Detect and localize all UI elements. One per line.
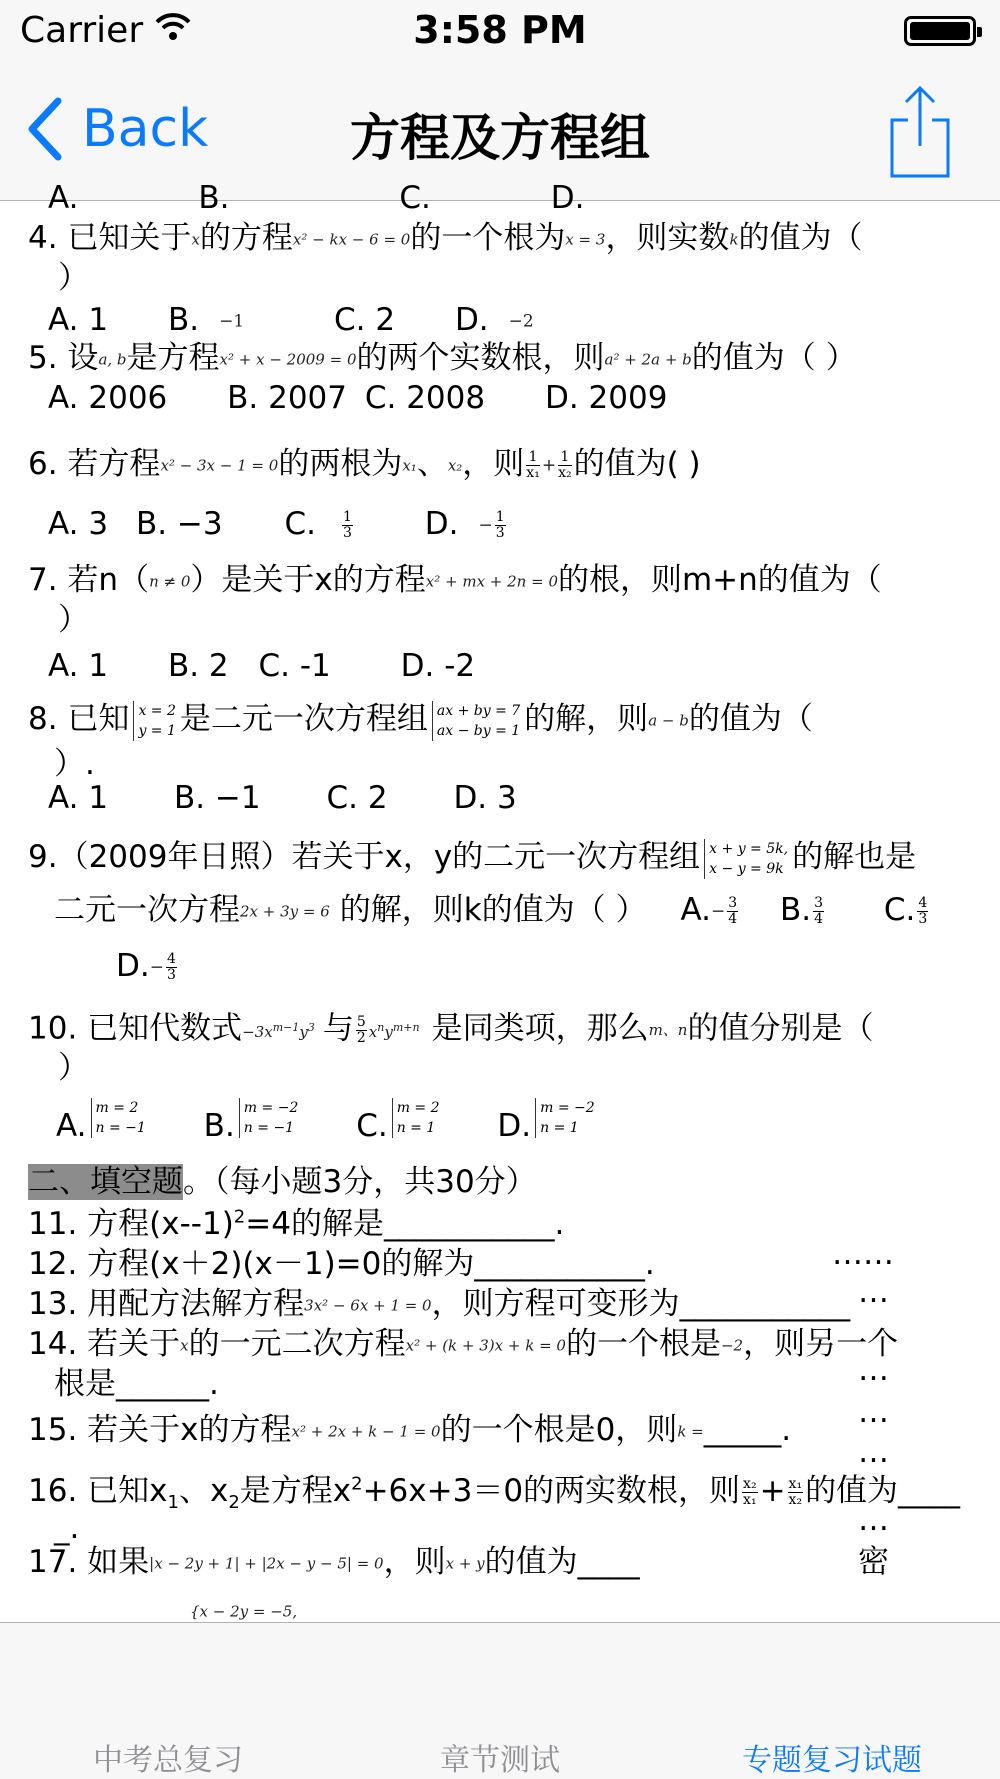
- option-a: A.: [56, 1108, 87, 1144]
- option-c: C. 2: [326, 780, 388, 816]
- question-16-line-2: _.: [54, 1510, 80, 1546]
- variable: x₂: [447, 456, 463, 475]
- equation-system: m = 2 n = 1: [392, 1098, 440, 1138]
- question-text: ，则另一个: [743, 1326, 899, 1362]
- option-c: C. 2: [334, 302, 396, 338]
- question-6: 6. 若方程x² − 3x − 1 = 0的两根为x₁、x₂，则 $\frac{1}{\text{x₁}}$ + $\frac{1}{\text{x₂}}$ 的值为( ): [28, 446, 701, 482]
- question-9-option-d: D.− $\frac{4}{3}$: [116, 948, 176, 984]
- question-15: [28, 1410, 791, 1452]
- tab-topic-review[interactable]: 专题复习试题: [742, 1743, 922, 1778]
- option-b: B.: [780, 892, 812, 928]
- option-c: C.: [356, 1108, 388, 1144]
- fraction: $\frac{1}{3}$: [343, 509, 352, 541]
- option-label: C.: [399, 180, 431, 216]
- question-text: _____.: [703, 1412, 792, 1448]
- fraction: $\frac{3}{4}$: [814, 895, 824, 927]
- question-text: 10. 已知代数式: [28, 1010, 243, 1047]
- question-text: 的根，则m+n的值为（: [557, 562, 882, 598]
- question-text: 12. 方程(x＋2)(x－1)=0的解为___________.: [28, 1246, 655, 1282]
- variable: x: [180, 1336, 189, 1355]
- status-time: 3:58 PM: [413, 8, 587, 52]
- margin-seal-text: 密: [858, 1544, 889, 1580]
- margin-dots: ……: [832, 1236, 894, 1272]
- back-label: Back: [82, 99, 209, 159]
- equation-system: m = 2 n = −1: [91, 1098, 146, 1138]
- question-4-close: ）: [58, 260, 89, 296]
- option-c: C. -1: [258, 648, 331, 684]
- option-label: B.: [198, 180, 230, 216]
- variable: a, b: [98, 350, 127, 369]
- margin-dots: …: [858, 1502, 889, 1538]
- equation: $-3x^{m-1}y^3$: [242, 1021, 315, 1041]
- equation: a − b: [648, 711, 689, 730]
- option-a: A. 1: [48, 302, 109, 338]
- question-text: 、: [416, 446, 448, 482]
- fraction: $\frac{5}{2}$: [356, 1013, 366, 1046]
- variable: m、n: [648, 1021, 688, 1039]
- option-d: D. -2: [400, 648, 476, 684]
- question-13: [28, 1284, 850, 1326]
- status-bar: [0, 0, 1000, 64]
- question-text: 的值为（: [738, 220, 863, 256]
- subscript: 2: [228, 1492, 240, 1514]
- equation-system: x + y = 5k, x − y = 9k: [704, 839, 788, 879]
- question-text: 的值为____: [805, 1473, 961, 1509]
- equation: x² + x − 2009 = 0: [219, 350, 357, 369]
- option-d: D.: [454, 302, 489, 338]
- variable: k =: [677, 1422, 704, 1441]
- equation: |x − 2y + 1| + |2x − y − 5| = 0: [149, 1554, 384, 1573]
- question-text: 的解也是: [792, 839, 917, 875]
- question-text: 的解，则k的值为（ ）: [339, 892, 647, 928]
- question-10: [28, 1008, 873, 1052]
- question-text: 15. 若关于x的方程: [28, 1412, 292, 1448]
- fraction: $\frac{1}{3}$: [495, 509, 505, 541]
- question-7-close: ）: [58, 602, 89, 638]
- question-text: 、x: [178, 1473, 229, 1509]
- equation: x = 3: [565, 230, 606, 249]
- question-text: ）是关于x的方程: [190, 562, 426, 598]
- question-8-close: ）.: [54, 746, 95, 782]
- equation: 3x² − 6x + 1 = 0: [304, 1296, 432, 1315]
- variable: x: [191, 230, 200, 249]
- question-text: 的值分别是（: [687, 1010, 874, 1047]
- question-4-options: [48, 300, 534, 342]
- question-text: 7. 若n（: [28, 562, 150, 598]
- question-text: 13. 用配方法解方程: [28, 1286, 305, 1322]
- equation-system: ax + by = 7 ax − by = 1: [432, 701, 520, 741]
- question-text: 是二元一次方程组: [179, 701, 428, 737]
- question-5: [28, 338, 857, 380]
- option-a: A. 2006: [48, 380, 168, 416]
- question-8: [28, 694, 813, 746]
- question-text: 的一个根是: [565, 1326, 721, 1362]
- document-content: [0, 180, 1000, 1622]
- option-b: B.: [167, 302, 200, 338]
- question-text: 的一个根为: [410, 220, 566, 256]
- variable: k: [729, 230, 739, 249]
- question-text: 8. 已知: [28, 701, 130, 737]
- question-text: 6. 若方程: [28, 446, 161, 482]
- fraction: $\frac{\text{x₁}}{\text{x₂}}$: [788, 1476, 803, 1508]
- question-text: 的值为( ): [573, 446, 701, 482]
- highlighted-text: 二、填空题: [28, 1164, 183, 1200]
- subscript: 1: [167, 1492, 179, 1514]
- question-text: 17. 如果: [28, 1544, 150, 1580]
- cut-off-options: [48, 178, 584, 218]
- share-icon[interactable]: [888, 84, 952, 184]
- question-10-options: [56, 1098, 599, 1154]
- fraction: $\frac{\text{x₂}}{\text{x₁}}$: [743, 1476, 757, 1508]
- option-a: A.: [680, 892, 711, 928]
- margin-dots: …: [858, 1434, 889, 1470]
- section-text: 。（每小题3分，共30分）: [183, 1164, 537, 1200]
- question-18-cut: {x − 2y = −5,: [190, 1602, 298, 1621]
- question-10-close: ）: [58, 1050, 89, 1086]
- question-11: [28, 1204, 564, 1244]
- option-value: −2: [508, 311, 534, 332]
- option-b: B. 2007: [227, 380, 347, 416]
- option-c: C.: [883, 892, 916, 928]
- margin-dots: …: [858, 1394, 889, 1430]
- question-text: 是同类项，那么: [431, 1010, 649, 1047]
- option-b: B. −3: [135, 506, 223, 542]
- question-7: [28, 560, 882, 602]
- option-d: D. 2009: [544, 380, 668, 416]
- question-text: 11. 方程(x--1): [28, 1206, 234, 1242]
- equation: −2: [720, 1336, 744, 1355]
- question-text: 9.（2009年日照）若关于x，y的二元一次方程组: [28, 839, 701, 875]
- question-5-options: [48, 378, 667, 418]
- question-12: [28, 1244, 655, 1284]
- option-b: B.: [203, 1108, 235, 1144]
- tab-chapter-test[interactable]: 章节测试: [440, 1743, 560, 1778]
- tab-bar: [0, 1622, 1000, 1779]
- variable: x₁: [402, 456, 417, 475]
- question-text: 的一个根是0，则: [440, 1412, 678, 1448]
- option-a: A. 3: [48, 506, 109, 542]
- fraction: $\frac{3}{4}$: [728, 895, 738, 927]
- question-text: ，则: [383, 1544, 446, 1580]
- question-7-options: [48, 646, 475, 686]
- equation-system: m = −2 n = −1: [239, 1098, 299, 1138]
- option-label: A.: [48, 180, 79, 216]
- fraction: $\frac{1}{\text{x₂}}$: [558, 449, 572, 481]
- section-heading-fill-in: [28, 1162, 537, 1202]
- margin-dots: …: [858, 1274, 889, 1310]
- equation: x² + mx + 2n = 0: [425, 572, 558, 591]
- question-text: 的值为____: [484, 1544, 640, 1580]
- question-text: 5. 设: [28, 340, 99, 376]
- option-c: C.: [284, 506, 316, 542]
- question-text: 的两根为: [278, 446, 403, 482]
- variable: x + y: [445, 1554, 485, 1573]
- equation: x² + (k + 3)x + k = 0: [405, 1336, 566, 1355]
- option-c: C. 2008: [364, 380, 486, 416]
- question-text: ，则实数: [605, 220, 730, 256]
- battery-icon: [904, 16, 976, 46]
- carrier-label: Carrier: [20, 10, 144, 51]
- question-text: 16. 已知x: [28, 1473, 168, 1509]
- question-14-line-2: 根是______.: [54, 1366, 219, 1402]
- question-17: [28, 1542, 640, 1584]
- question-text: 的两个实数根，则: [356, 340, 605, 376]
- tab-exam-review[interactable]: 中考总复习: [93, 1743, 243, 1778]
- superscript: 2: [233, 1206, 246, 1228]
- question-text: 与: [322, 1010, 354, 1047]
- question-text: 14. 若关于: [28, 1326, 181, 1362]
- equation: a² + 2a + b: [604, 350, 692, 369]
- equation: $x^ny^{m+n}$: [368, 1021, 420, 1041]
- question-text: 的一元二次方程: [188, 1326, 406, 1362]
- fraction: $\frac{1}{\text{x₁}}$: [526, 449, 540, 481]
- option-a: A. 1: [48, 648, 109, 684]
- question-9: [28, 832, 916, 882]
- option-d: D.: [424, 506, 459, 542]
- question-text: ，则方程可变形为___________: [431, 1286, 851, 1322]
- question-text: 是方程x: [239, 1473, 352, 1509]
- option-label: D.: [550, 180, 585, 216]
- option-d: D.: [116, 948, 150, 984]
- question-14: [28, 1324, 898, 1366]
- fraction: $\frac{4}{3}$: [166, 951, 176, 983]
- option-b: B. −1: [173, 780, 261, 816]
- equation: x² − kx − 6 = 0: [292, 230, 411, 249]
- question-text: +6x+3＝0的两实数根，则: [362, 1473, 741, 1509]
- option-d: D.: [497, 1108, 532, 1144]
- superscript: 2: [351, 1473, 363, 1495]
- question-text: 是方程: [126, 340, 220, 376]
- equation: n ≠ 0: [149, 572, 191, 591]
- equation-system: m = −2 n = 1: [535, 1098, 595, 1138]
- page-title: 方程及方程组: [350, 109, 650, 167]
- question-text: 的值为（: [688, 701, 813, 737]
- equation-system: x = 2 y = 1: [133, 701, 175, 741]
- question-text: 的解，则: [524, 701, 649, 737]
- question-text: 的方程: [199, 220, 293, 256]
- equation: x² − 3x − 1 = 0: [160, 456, 279, 475]
- option-b: B. 2: [167, 648, 229, 684]
- option-value: −1: [219, 311, 245, 332]
- question-text: 的值为（ ）: [691, 340, 857, 376]
- fraction: $\frac{4}{3}$: [918, 895, 928, 927]
- equation: x² + 2x + k − 1 = 0: [291, 1422, 441, 1441]
- question-text: ，则: [462, 446, 525, 482]
- option-d: D. 3: [453, 780, 517, 816]
- margin-dots: …: [858, 1352, 889, 1388]
- question-text: =4的解是___________.: [245, 1206, 565, 1242]
- question-9-line-2: 二元一次方程2x + 3y = 6 的解，则k的值为（ ） A.− $\frac{3}{4}$ B. $\frac{3}{4}$ C. $\frac{4}{3}$: [54, 892, 928, 928]
- question-6-options: A. 3 B. −3 C. $\frac{1}{3}$ D. − $\frac{1}{3}$: [48, 506, 505, 542]
- option-a: A. 1: [48, 780, 109, 816]
- question-4: [28, 218, 863, 260]
- question-text: 二元一次方程: [54, 892, 240, 928]
- question-16: 16. 已知$x_1$、$x_2$是方程$x^2+6x+3=0$的两实数根，则 $\frac{\text{x₂}}{\text{x₁}}$ + $\frac{\text{x₁}}{\text{x₂}}$ 的值为____: [28, 1473, 961, 1514]
- question-text: 4. 已知关于: [28, 220, 192, 256]
- equation: 2x + 3y = 6: [240, 902, 330, 921]
- question-8-options: [48, 778, 517, 818]
